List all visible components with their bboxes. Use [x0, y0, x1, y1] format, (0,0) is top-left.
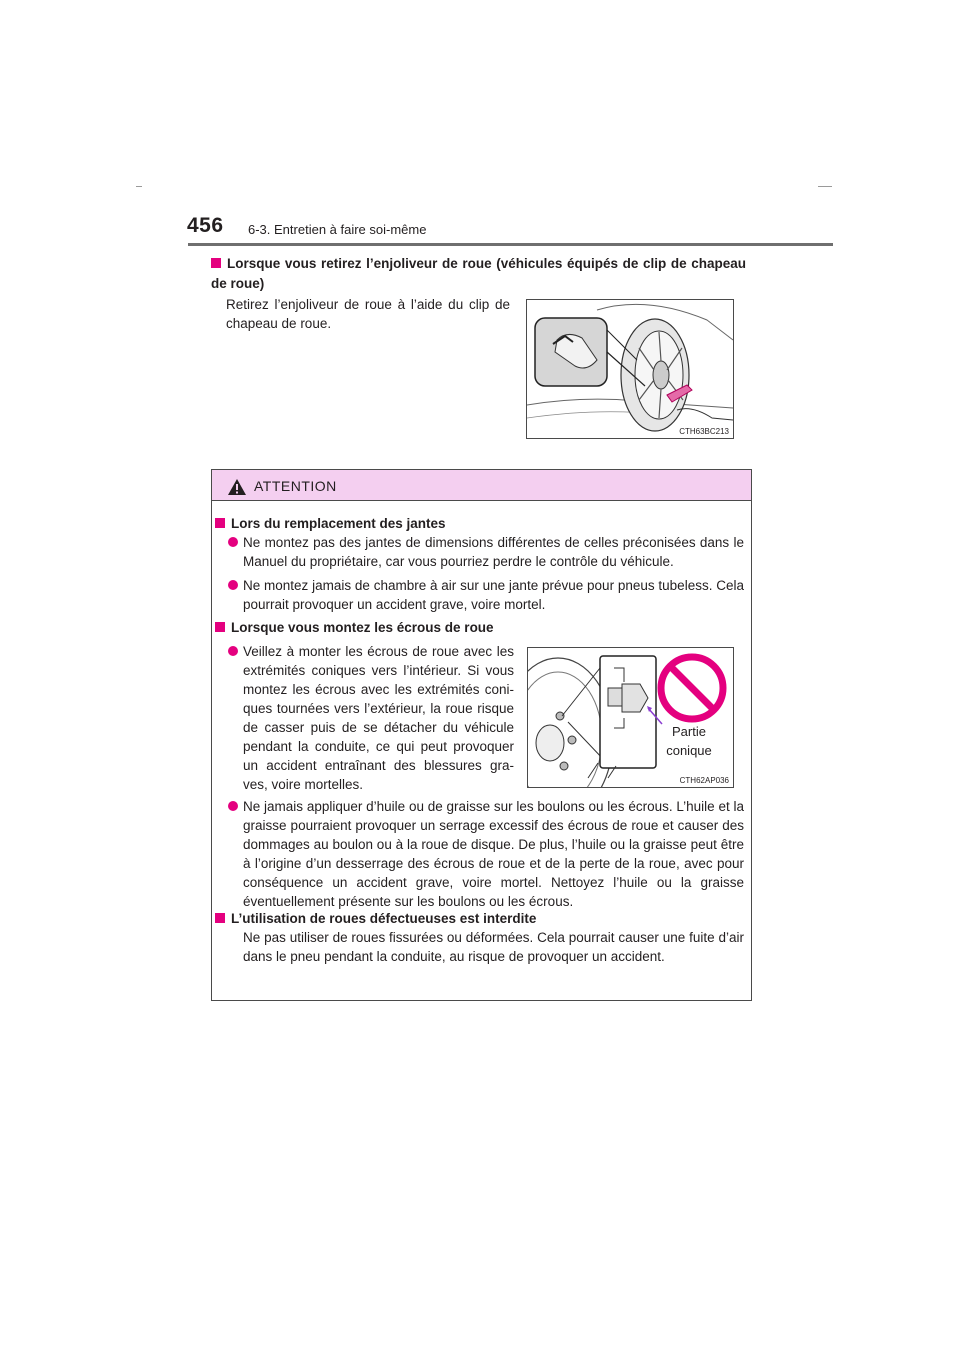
- wheel-replacement-title: Lors du remplacement des jantes: [215, 514, 446, 533]
- crop-mark-right: [818, 186, 832, 187]
- round-bullet-icon: [228, 580, 238, 590]
- round-bullet-icon: [228, 801, 238, 811]
- rim-size-warning: Ne montez pas des jantes de dimensions différentes de celles préconisées dans le Manuel du propriétaire, car vous pourriez perdre le contrôle du véhicule.: [243, 533, 744, 571]
- defective-wheels-title: L’utilisation de roues défectueuses est interdite: [215, 909, 536, 928]
- tapered-part-label: Partie conique: [666, 724, 712, 758]
- hubcap-heading-text: Lorsque vous retirez l’enjoliveur de roue (véhicules équipés de clip de chapeau de roue): [211, 256, 746, 291]
- nut-mounting-title: Lorsque vous montez les écrous de roue: [215, 618, 494, 637]
- figure-code: CTH62AP036: [679, 776, 729, 785]
- round-bullet-icon: [228, 537, 238, 547]
- header-rule: [188, 243, 833, 246]
- defective-wheels-body: Ne pas utiliser de roues fissurées ou déformées. Cela pourrait causer une fuite d’air dans le pneu pendant la conduite, au risque de provoquer un accident.: [243, 930, 744, 964]
- wheel-nut-figure: [527, 647, 734, 788]
- round-bullet-icon: [228, 646, 238, 656]
- square-bullet-icon: [215, 913, 225, 923]
- page-number: 456: [187, 214, 224, 237]
- hubcap-instruction: Retirez l’enjoliveur de roue à l’aide du clip de chapeau de roue.: [226, 297, 510, 331]
- square-bullet-icon: [215, 518, 225, 528]
- section-title: 6-3. Entretien à faire soi-même: [248, 222, 427, 237]
- hubcap-heading: [211, 254, 746, 294]
- figure-code: CTH63BC213: [679, 427, 729, 436]
- crop-mark-left: [136, 186, 142, 187]
- wheel-nut-illustration-icon: [528, 648, 733, 787]
- hubcap-removal-figure: [526, 299, 734, 439]
- hubcap-illustration-icon: [527, 300, 733, 438]
- warning-triangle-icon: [228, 479, 246, 495]
- tapered-nut-warning: Veillez à monter les écrous de roue avec les extrémités coniques vers l’intérieur. Si vous montez les écrous avec les extrémités coni-ques tournées vers l’extérieur, la roue risque de casser puis de se détacher du véhicule pendant la conduite, ce qui peut provoquer un accident entraînant des blessures gra-ves, voire mortelles.: [243, 642, 514, 794]
- warning-header: [212, 470, 751, 501]
- warning-title: ATTENTION: [254, 478, 337, 494]
- oil-grease-warning: Ne jamais appliquer d’huile ou de graisse sur les boulons ou les écrous. L’huile et la graisse pourraient provoquer un serrage excessif des écrous de roue et causer des dommages au boulon ou à la roue de disque. De plus, l’huile ou la graisse peut être à l’origine d’un desserrage des écrous de roue et de la perte de la roue, avec pour conséquence un accident grave, voire mortel. Nettoyez l’huile ou la graisse éventuellement présente sur les boulons ou les écrous.: [243, 797, 744, 911]
- tube-warning: Ne montez jamais de chambre à air sur une jante prévue pour pneus tubeless. Cela pourrait provoquer un accident grave, voire mortel.: [243, 576, 744, 614]
- square-bullet-icon: [215, 622, 225, 632]
- square-bullet-icon: [211, 258, 221, 268]
